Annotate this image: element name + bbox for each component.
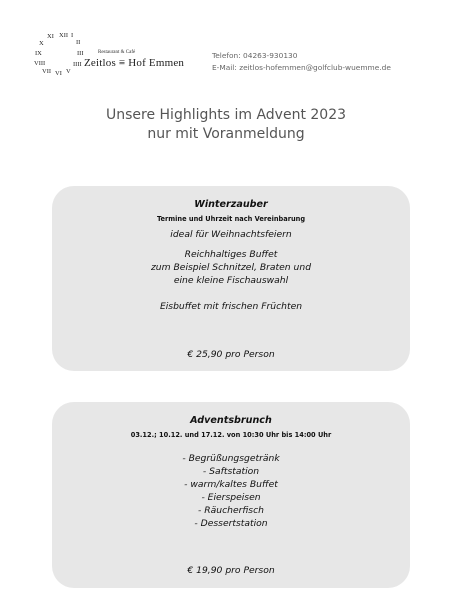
offer-subheading: 03.12.; 10.12. und 17.12. von 10:30 Uhr bis 14:00 Uhr (130, 431, 332, 439)
page-title-line2: nur mit Voranmeldung (147, 126, 305, 142)
logo-numeral-vii: VII (42, 68, 52, 75)
logo-numeral-xi: XI (47, 33, 54, 40)
offer-line: - warm/kaltes Buffet (184, 479, 278, 490)
offer-line-spacer (52, 442, 410, 452)
logo-numeral-v: V (66, 68, 71, 75)
logo-numeral-xii: XII (59, 32, 69, 39)
offer-line: - Räucherfisch (198, 505, 264, 516)
logo-numeral-i: I (71, 32, 74, 39)
offer-price: € 19,90 pro Person (187, 565, 275, 576)
offer-card-winterzauber (52, 186, 410, 371)
contact-email: E-Mail: zeitlos-hofemmen@golfclub-wuemme.de (212, 63, 391, 72)
offer-heading: Adventsbrunch (190, 415, 272, 426)
offer-line: eine kleine Fischauswahl (173, 275, 289, 286)
logo-tagline: Restaurant & Café (98, 50, 136, 55)
offer-line: Eisbuffet mit frischen Früchten (159, 301, 303, 312)
offer-line: - Dessertstation (194, 518, 268, 529)
logo-numeral-viii: VIII (34, 60, 46, 67)
offer-line: - Eierspeisen (201, 492, 261, 503)
logo-numeral-iii: III (77, 50, 84, 57)
offer-line: Reichhaltiges Buffet (184, 249, 278, 260)
contact-info (212, 50, 391, 74)
offer-price: € 25,90 pro Person (187, 349, 275, 360)
offer-subheading: Termine und Uhrzeit nach Vereinbarung (156, 215, 306, 223)
logo-brand-name: Zeitlos ≡ Hof Emmen (84, 57, 185, 69)
offer-line: zum Beispiel Schnitzel, Braten und (150, 262, 312, 273)
offer-line: - Saftstation (202, 466, 260, 477)
offer-line-spacer (52, 287, 410, 300)
page-title-line1: Unsere Highlights im Advent 2023 (105, 107, 347, 123)
offer-card-adventsbrunch (52, 402, 410, 588)
logo-numeral-iiii: IIII (73, 61, 82, 68)
logo-numeral-ix: IX (35, 50, 42, 57)
offer-line: ideal für Weihnachtsfeiern (170, 229, 292, 240)
contact-phone: Telefon: 04263-930130 (212, 51, 298, 60)
restaurant-logo (32, 24, 185, 84)
logo-numeral-x: X (39, 40, 44, 47)
offer-line-spacer (52, 241, 410, 248)
logo-numeral-vi: VI (55, 70, 62, 77)
logo-numeral-ii: II (76, 39, 81, 46)
page-title (0, 106, 452, 144)
offer-heading: Winterzauber (194, 199, 268, 210)
offer-line: - Begrüßungsgetränk (182, 453, 280, 464)
